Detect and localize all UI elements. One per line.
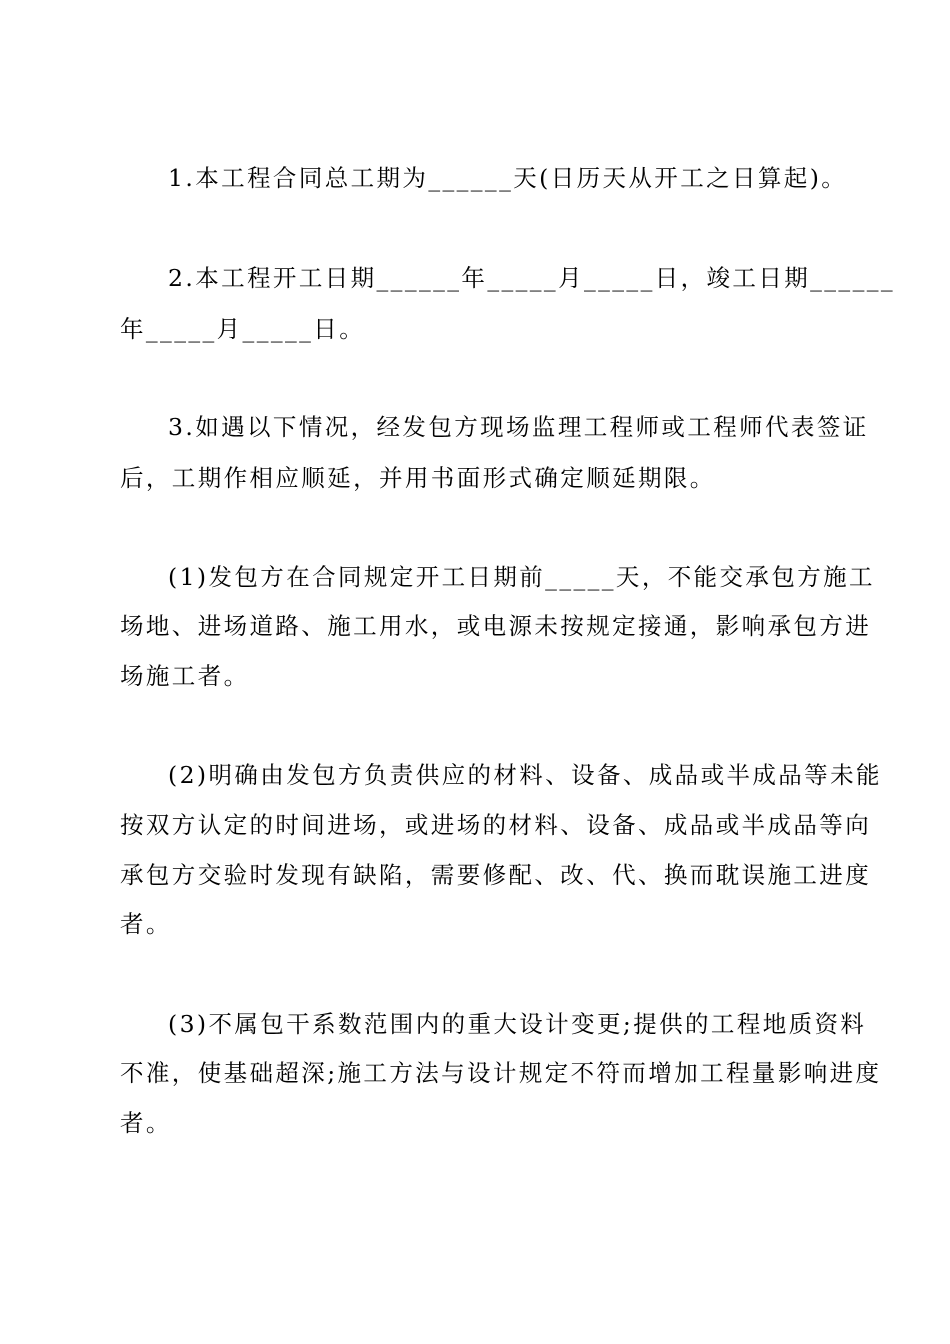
item-1-line-1: (1)发包方在合同规定开工日期前_____天，不能交承包方施工 — [168, 563, 875, 591]
clause-3-line-1: 3.如遇以下情况，经发包方现场监理工程师或工程师代表签证 — [168, 413, 869, 441]
item-2-line-1: (2)明确由发包方负责供应的材料、设备、成品或半成品等未能 — [168, 761, 882, 789]
item-3-line-2: 不准，使基础超深;施工方法与设计规定不符而增加工程量影响进度 — [120, 1059, 882, 1087]
item-2-line-2: 按双方认定的时间进场，或进场的材料、设备、成品或半成品等向 — [120, 811, 872, 839]
item-1-line-2: 场地、进场道路、施工用水，或电源未按规定接通，影响承包方进 — [120, 612, 872, 640]
item-3-line-1: (3)不属包干系数范围内的重大设计变更;提供的工程地质资料 — [168, 1010, 867, 1038]
item-3-line-3: 者。 — [120, 1109, 172, 1137]
clause-3-line-2: 后，工期作相应顺延，并用书面形式确定顺延期限。 — [120, 464, 716, 492]
item-2-line-4: 者。 — [120, 910, 172, 938]
clause-2-line-1: 2.本工程开工日期______年_____月_____日，竣工日期______ — [168, 264, 896, 292]
item-2-line-3: 承包方交验时发现有缺陷，需要修配、改、代、换而耽误施工进度 — [120, 861, 872, 889]
clause-2-line-2: 年_____月_____日。 — [120, 315, 366, 343]
clause-1-line-1: 1.本工程合同总工期为______天(日历天从开工之日算起)。 — [168, 164, 848, 192]
item-1-line-3: 场施工者。 — [120, 662, 250, 690]
